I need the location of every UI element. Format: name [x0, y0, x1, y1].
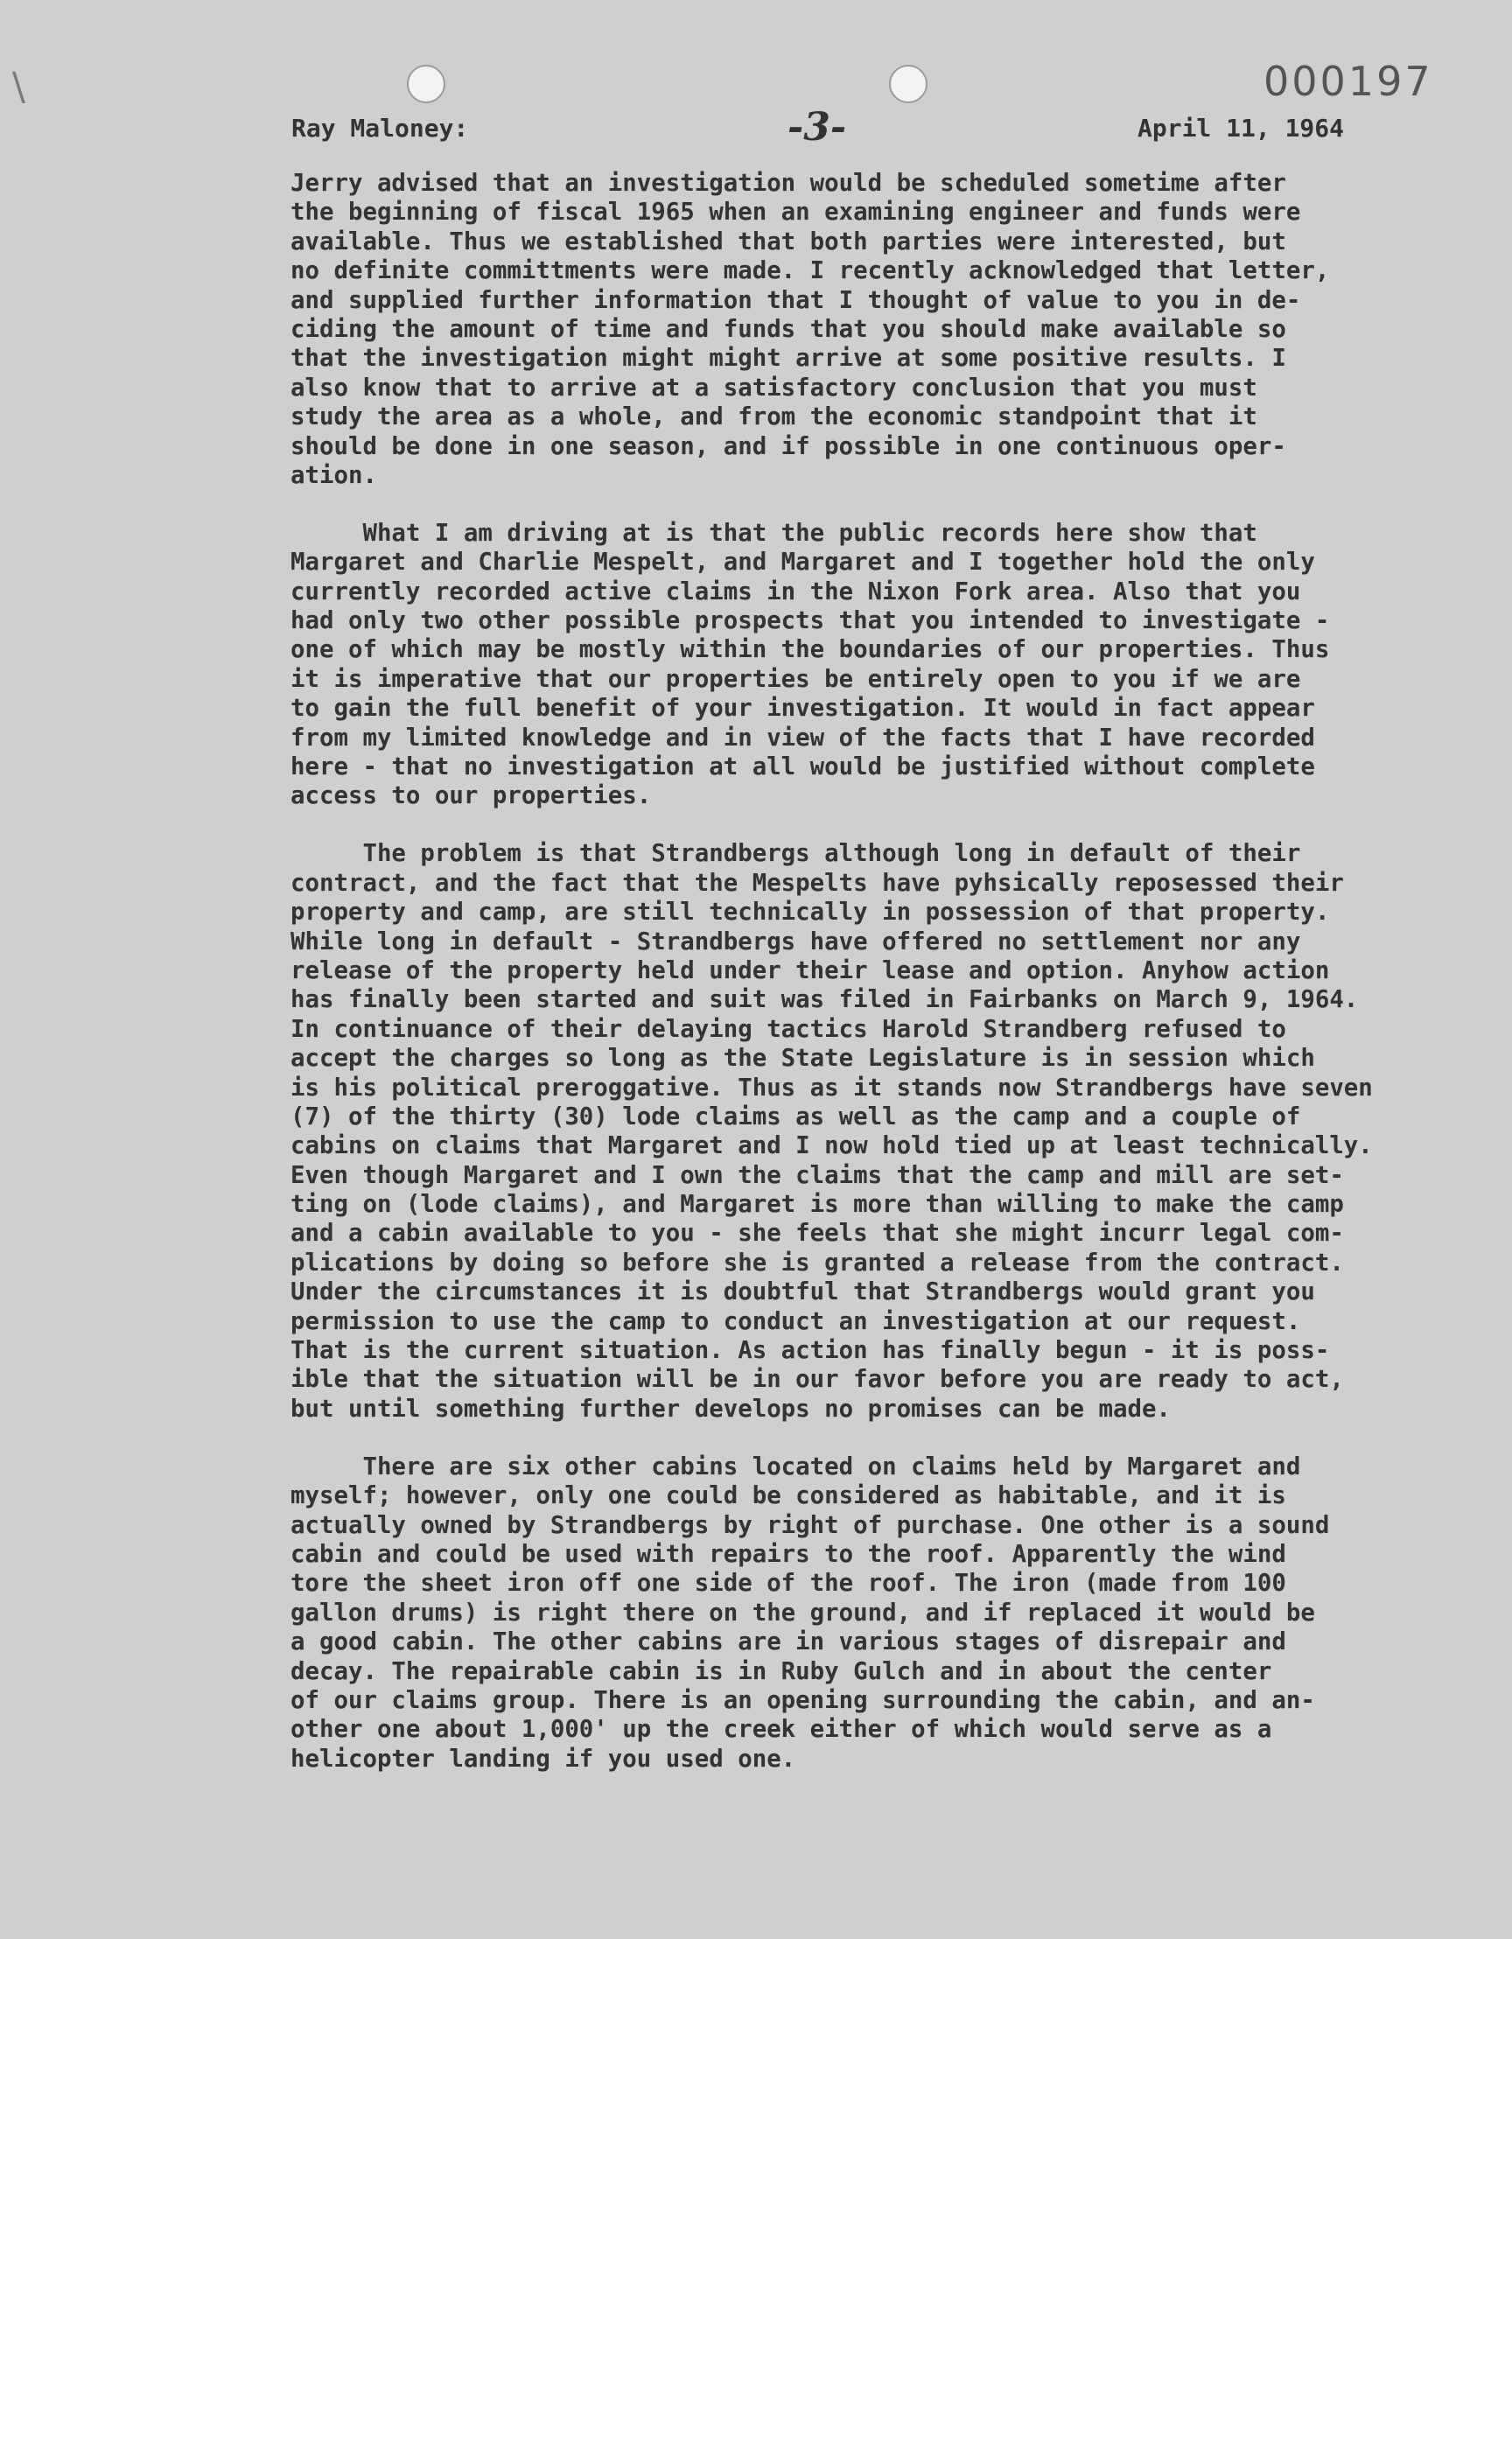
letter-paragraph: [290, 839, 1454, 1424]
text-line: release of the property held under their lease and option. Anyhow action: [290, 956, 1330, 984]
text-line: plications by doing so before she is granted a release from the contract.: [290, 1249, 1344, 1277]
text-line: currently recorded active claims in the Nixon Fork area. Also that you: [290, 578, 1301, 606]
text-line: Under the circumstances it is doubtful that Strandbergs would grant you: [290, 1278, 1315, 1306]
text-line: other one about 1,000' up the creek either of which would serve as a: [290, 1716, 1272, 1744]
text-line: In continuance of their delaying tactics Harold Strandberg refused to: [290, 1015, 1286, 1043]
text-line: should be done in one season, and if possible in one continuous oper-: [290, 432, 1286, 460]
letter-body: [290, 169, 1454, 1802]
text-line: no definite committments were made. I recently acknowledged that letter,: [290, 257, 1330, 285]
text-line: that the investigation might might arrive at some positive results. I: [290, 345, 1286, 373]
text-line: accept the charges so long as the State Legislature is in session which: [290, 1045, 1315, 1073]
text-line: Even though Margaret and I own the claims that the camp and mill are set-: [290, 1161, 1344, 1189]
letter-paragraph: [290, 519, 1454, 811]
text-line: contract, and the fact that the Mespelts have pyhsically reposessed their: [290, 869, 1344, 897]
text-line: actually owned by Strandbergs by right of purchase. One other is a sound: [290, 1511, 1330, 1539]
text-line: from my limited knowledge and in view of the facts that I have recorded: [290, 724, 1315, 752]
text-line: While long in default - Strandbergs have offered no settlement nor any: [290, 928, 1301, 956]
text-line: to gain the full benefit of your investigation. It would in fact appear: [290, 695, 1315, 723]
text-line: and supplied further information that I thought of value to you in de-: [290, 286, 1301, 314]
text-line: ible that the situation will be in our favor before you are ready to act,: [290, 1366, 1344, 1394]
text-line: and a cabin available to you - she feels that she might incurr legal com-: [290, 1220, 1344, 1248]
text-line: the beginning of fiscal 1965 when an examining engineer and funds were: [290, 199, 1301, 227]
text-line: tore the sheet iron off one side of the roof. The iron (made from 100: [290, 1570, 1286, 1598]
text-line: one of which may be mostly within the boundaries of our properties. Thus: [290, 636, 1330, 664]
text-line: myself; however, only one could be considered as habitable, and it is: [290, 1482, 1286, 1510]
text-line: permission to use the camp to conduct an investigation at our request.: [290, 1307, 1301, 1335]
letter-date: April 11, 1964: [1138, 114, 1345, 143]
text-line: is his political preroggative. Thus as it stands now Strandbergs have seven: [290, 1074, 1373, 1102]
text-line: That is the current situation. As action has finally begun - it is poss-: [290, 1337, 1330, 1365]
text-line: ciding the amount of time and funds that you should make available so: [290, 315, 1286, 343]
edge-mark: \: [12, 65, 25, 109]
text-line: but until something further develops no promises can be made.: [290, 1395, 1171, 1423]
text-line: cabin and could be used with repairs to the roof. Apparently the wind: [290, 1540, 1286, 1568]
text-line: ation.: [290, 461, 377, 489]
text-line: decay. The repairable cabin is in Ruby Gulch and in about the center: [290, 1657, 1272, 1685]
text-line: Jerry advised that an investigation would be scheduled sometime after: [290, 170, 1286, 197]
text-line: (7) of the thirty (30) lode claims as well as the camp and a couple of: [290, 1102, 1301, 1130]
text-line: had only two other possible prospects that you intended to investigate -: [290, 607, 1330, 635]
text-line: There are six other cabins located on claims held by Margaret and: [290, 1452, 1301, 1480]
letter-addressee: Ray Maloney:: [291, 114, 469, 143]
text-line: access to our properties.: [290, 782, 652, 810]
letter-paragraph: [290, 169, 1454, 490]
text-line: of our claims group. There is an opening surrounding the cabin, and an-: [290, 1686, 1315, 1714]
text-line: property and camp, are still technically in possession of that property.: [290, 899, 1330, 927]
page-number: -3-: [788, 105, 847, 150]
punch-hole-left: [407, 65, 445, 103]
letter-paragraph: [290, 1452, 1454, 1774]
text-line: cabins on claims that Margaret and I now hold tied up at least technically.: [290, 1132, 1373, 1160]
text-line: gallon drums) is right there on the ground, and if replaced it would be: [290, 1599, 1315, 1627]
text-line: helicopter landing if you used one.: [290, 1745, 796, 1773]
text-line: The problem is that Strandbergs although long in default of their: [290, 840, 1301, 868]
text-line: What I am driving at is that the public records here show that: [290, 519, 1257, 547]
punch-hole-right: [889, 65, 928, 103]
text-line: it is imperative that our properties be entirely open to you if we are: [290, 665, 1301, 693]
text-line: available. Thus we established that both parties were interested, but: [290, 228, 1286, 256]
text-line: has finally been started and suit was filed in Fairbanks on March 9, 1964.: [290, 986, 1359, 1014]
text-line: also know that to arrive at a satisfactory conclusion that you must: [290, 374, 1257, 402]
text-line: ting on (lode claims), and Margaret is more than willing to make the camp: [290, 1191, 1344, 1219]
text-line: Margaret and Charlie Mespelt, and Margaret and I together hold the only: [290, 549, 1315, 577]
document-stamp: 000197: [1264, 58, 1433, 105]
text-line: here - that no investigation at all would be justified without complete: [290, 753, 1315, 781]
text-line: a good cabin. The other cabins are in various stages of disrepair and: [290, 1628, 1286, 1656]
text-line: study the area as a whole, and from the economic standpoint that it: [290, 403, 1257, 431]
